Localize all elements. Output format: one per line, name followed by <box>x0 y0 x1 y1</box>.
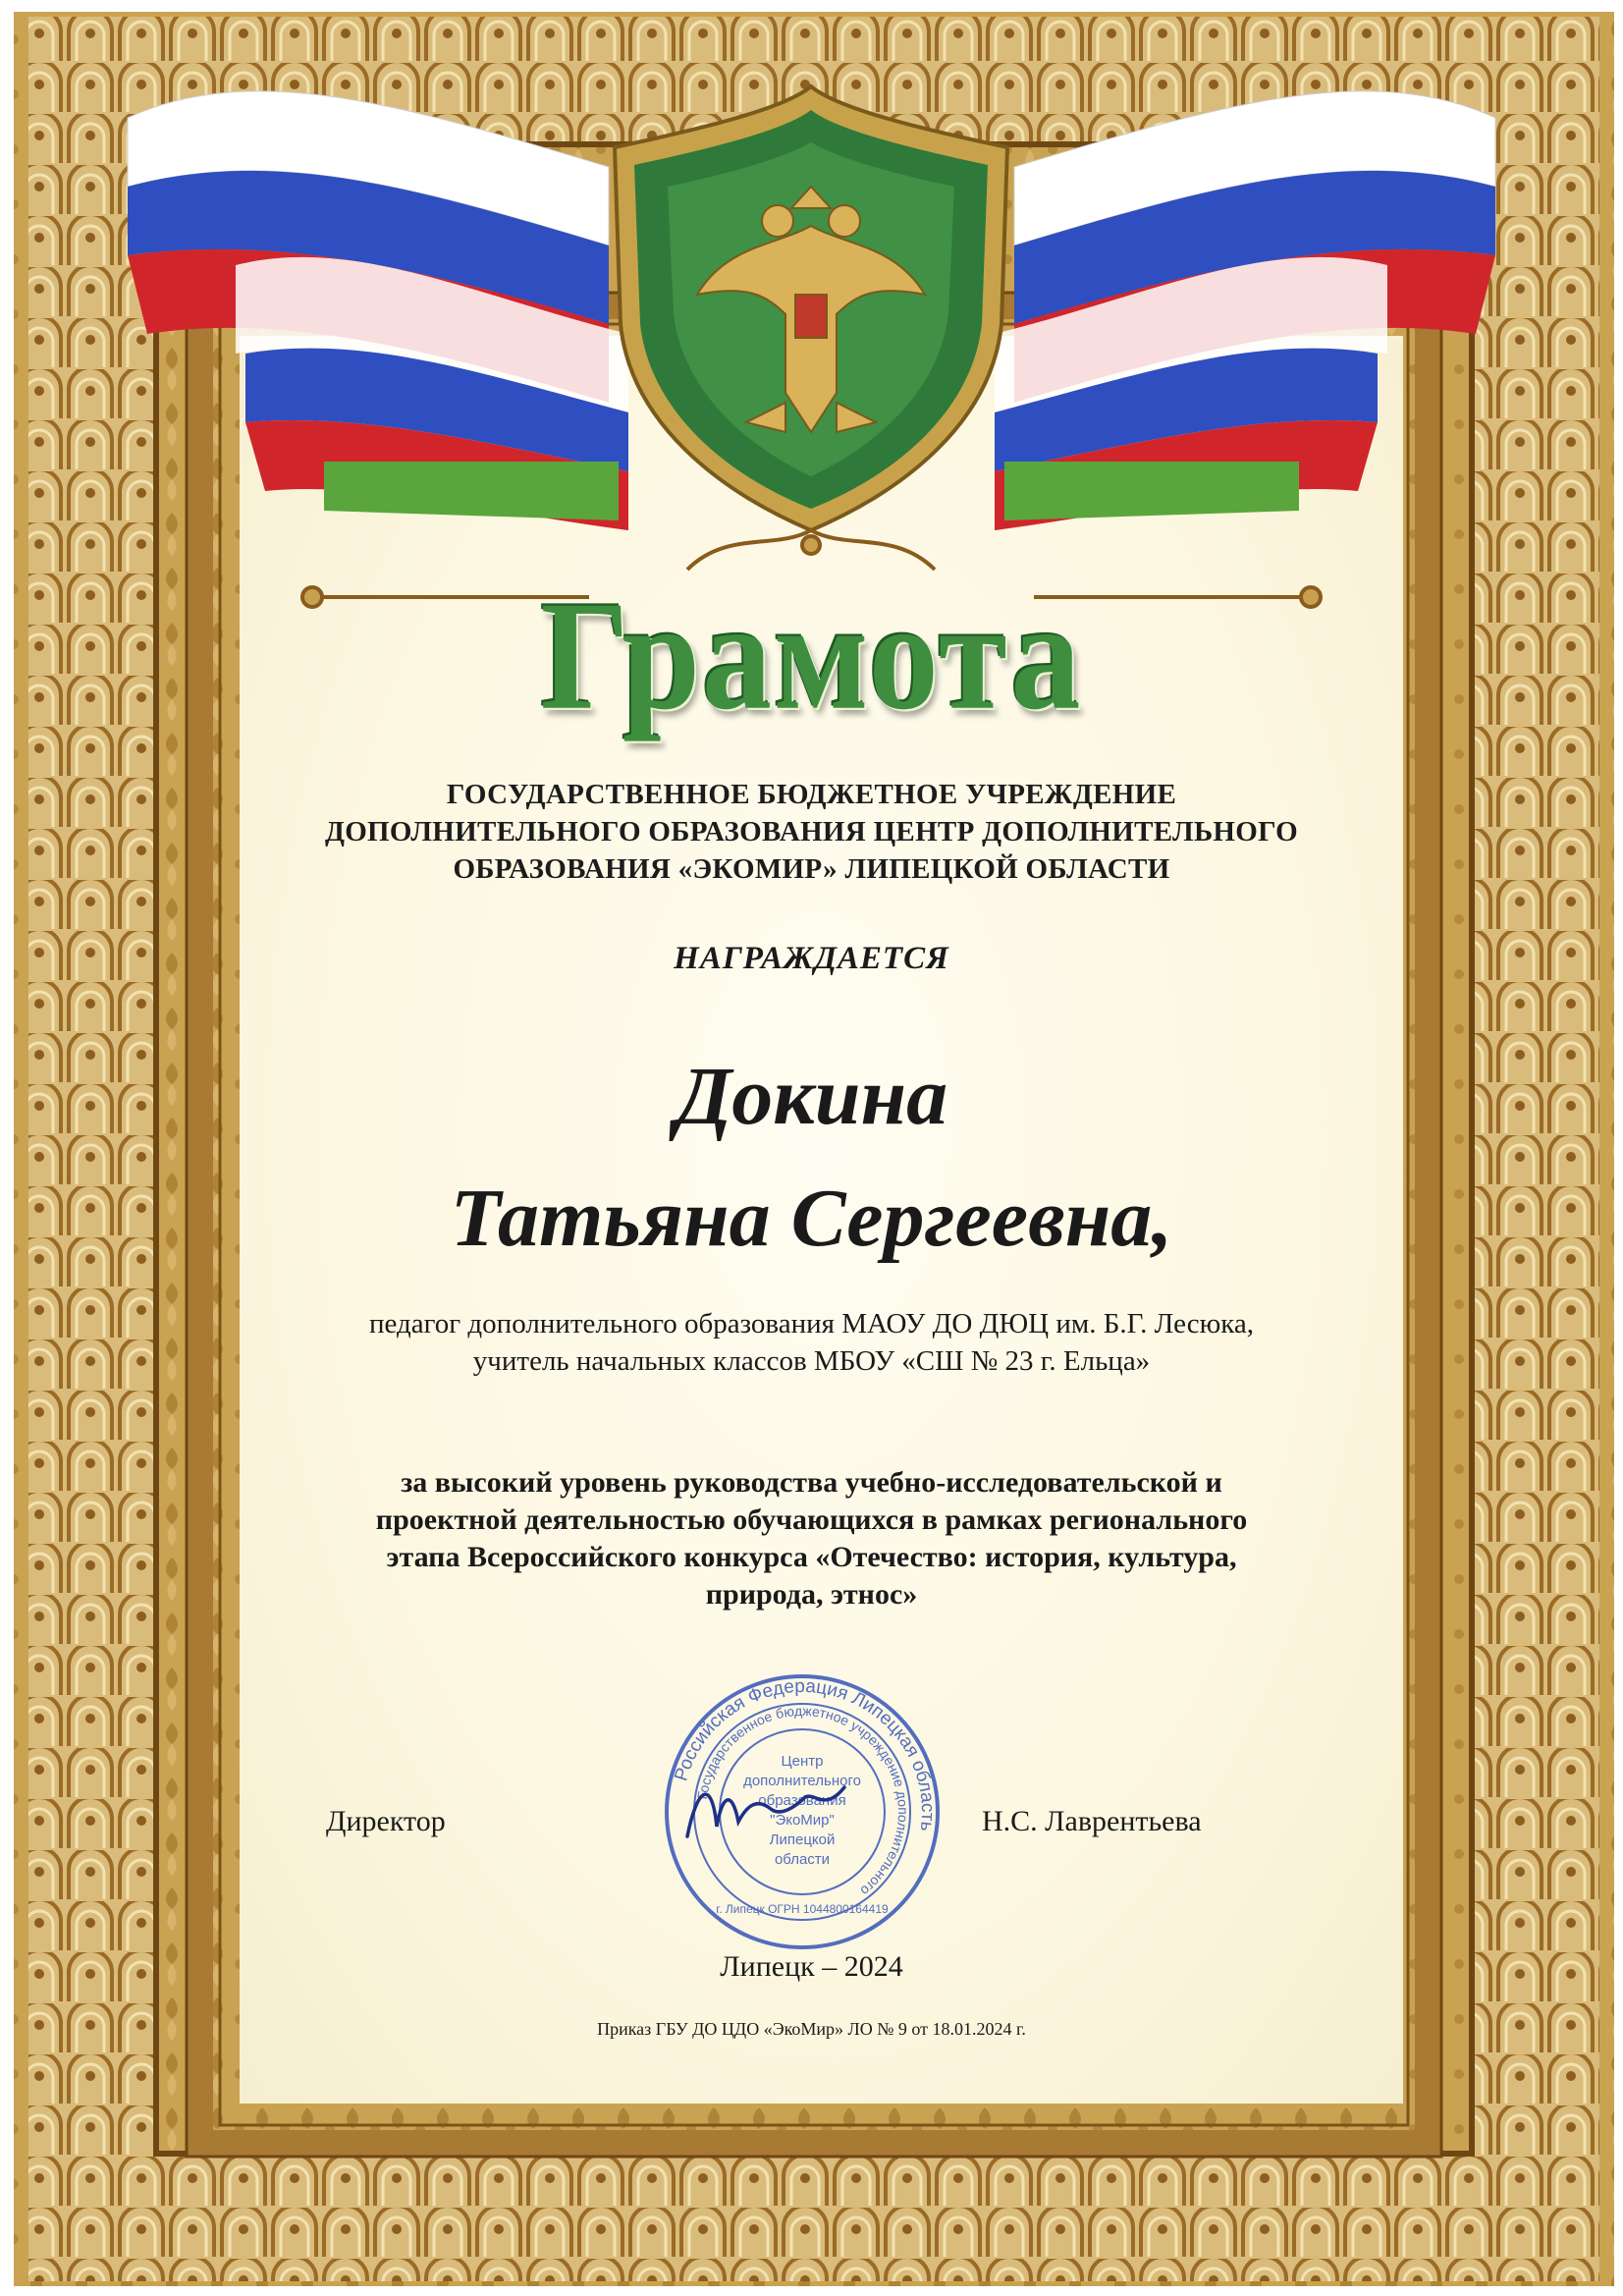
organization-name <box>0 776 1623 888</box>
left-flag-icon <box>128 91 628 530</box>
reason-line: за высокий уровень руководства учебно-исследовательской и <box>401 1466 1222 1499</box>
reason-line: проектной деятельностью обучающихся в рамках регионального <box>375 1503 1248 1536</box>
position-line: педагог дополнительного образования МАОУ ДО ДЮЦ им. Б.Г. Лесюка, <box>368 1308 1255 1339</box>
stamp-center-line: "ЭкоМир" <box>770 1812 835 1829</box>
organization-line: ОБРАЗОВАНИЯ «ЭКОМИР» ЛИПЕЦКОЙ ОБЛАСТИ <box>453 853 1170 885</box>
signatory-name: Н.С. Лаврентьева <box>982 1805 1202 1837</box>
stamp-center-line: образования <box>758 1792 846 1809</box>
awarded-label: НАГРАЖДАЕТСЯ <box>674 941 949 976</box>
director-signature <box>677 1768 854 1856</box>
stamp-center-line: дополнительного <box>743 1773 861 1789</box>
stamp-outer-text: Российская Федерация Липецкая область <box>671 1675 939 1832</box>
certificate-title: Грамота <box>540 568 1083 742</box>
position-line: учитель начальных классов МБОУ «СШ № 23 г. Ельца» <box>472 1345 1151 1377</box>
signatory-title: Директор <box>326 1805 446 1837</box>
award-reason <box>0 1464 1623 1613</box>
stamp-center-line: Липецкой <box>769 1831 836 1848</box>
order-note: Приказ ГБУ ДО ЦДО «ЭкоМир» ЛО № 9 от 18.01.2024 г. <box>597 2019 1026 2039</box>
recipient-given-name: Татьяна Сергеевна, <box>450 1173 1173 1264</box>
stamp-bottom-text: г. Липецк ОГРН 1044800164419 <box>716 1902 889 1916</box>
recipient-surname: Докина <box>675 1051 948 1142</box>
right-flag-icon <box>995 91 1495 530</box>
recipient-position <box>0 1305 1623 1380</box>
organization-line: ГОСУДАРСТВЕННОЕ БЮДЖЕТНОЕ УЧРЕЖДЕНИЕ <box>446 779 1177 810</box>
stamp-center-line: области <box>774 1851 831 1868</box>
place-year: Липецк – 2024 <box>720 1950 903 1983</box>
stamp-center-line: Центр <box>781 1753 824 1770</box>
organization-line: ДОПОЛНИТЕЛЬНОГО ОБРАЗОВАНИЯ ЦЕНТР ДОПОЛНИТЕЛЬНОГО <box>324 816 1299 847</box>
reason-line: этапа Всероссийского конкурса «Отечество: история, культура, <box>386 1541 1237 1573</box>
reason-line: природа, этнос» <box>705 1578 918 1611</box>
stamp-middle-text: Государственное бюджетное учреждение дополнительного <box>693 1702 912 1899</box>
